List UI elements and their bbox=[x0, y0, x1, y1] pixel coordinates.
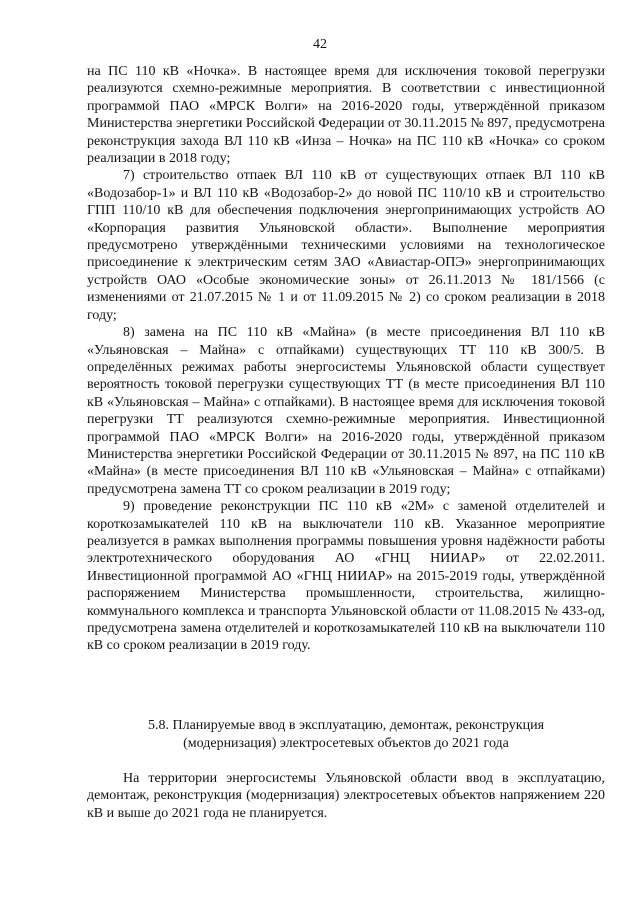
final-paragraph: На территории энергосистемы Ульяновской области ввод в эксплуатацию, демонтаж, реконструкция (модернизация) электросетевых объектов напряжением 220 кВ и выше до 2021 года не планируется. bbox=[87, 771, 605, 821]
section-heading-line-1: 5.8. Планируемые ввод в эксплуатацию, демонтаж, реконструкция bbox=[147, 718, 545, 733]
section-heading-line-2: (модернизация) электросетевых объектов до 2021 года bbox=[183, 736, 509, 751]
paragraph-item-9: 9) проведение реконструкции ПС 110 кВ «2М» с заменой отделителей и короткозамыкателей 110 кВ на выключатели 110 кВ. Указанное мероприятие реализуется в рамках выполнения программы повышения уровня надёжности работы электротехнического оборудования АО «ГНЦ НИИАР» от 22.02.2011. Инвестиционной программой АО «ГНЦ НИИАР» на 2015-2019 годы, утверждённой распоряжением Министерства промышленности, строительства, жилищно-коммунального комплекса и транспорта Ульяновской области от 11.08.2015 № 433-од, предусмотрена замена отделителей и короткозамыкателей 110 кВ на выключатели 110 кВ со сроком реализации в 2019 году. bbox=[87, 499, 605, 654]
paragraph-continuation: на ПС 110 кВ «Ночка». В настоящее время для исключения токовой перегрузки реализуются схемно-режимные мероприятия. В соответствии с инвестиционной программой ПАО «МРСК Волги» на 2016-2020 годы, утверждённой приказом Министерства энергетики Российской Федерации от 30.11.2015 № 897, предусмотрена реконструкция захода ВЛ 110 кВ «Инза – Ночка» на ПС 110 кВ «Ночка» со сроком реализации в 2018 году; bbox=[87, 64, 605, 167]
page-number: 42 bbox=[313, 37, 327, 52]
body-text bbox=[87, 63, 605, 655]
final-paragraph-block bbox=[87, 770, 605, 822]
paragraph-item-8: 8) замена на ПС 110 кВ «Майна» (в месте присоединения ВЛ 110 кВ «Ульяновская – Майна» с отпайками) существующих ТТ 110 кВ 300/5. В определённых режимах работы энергосистемы Ульяновской области существует вероятность токовой перегрузки существующих ТТ (в месте присоединения ВЛ 110 кВ «Ульяновская – Майна» с отпайками). В настоящее время для исключения токовой перегрузки ТТ реализуются схемно-режимные мероприятия. Инвестиционной программой ПАО «МРСК Волги» на 2016-2020 годы, утверждённой приказом Министерства энергетики Российской Федерации от 30.11.2015 № 897, на ПС 110 кВ «Майна» (в месте присоединения ВЛ 110 кВ «Ульяновская – Майна» с отпайками) предусмотрена замена ТТ со сроком реализации в 2019 году; bbox=[87, 325, 605, 497]
paragraph-item-7: 7) строительство отпаек ВЛ 110 кВ от существующих отпаек ВЛ 110 кВ «Водозабор-1» и ВЛ 110 кВ «Водозабор-2» до новой ПС 110/10 кВ и строительство ГПП 110/10 кВ для обеспечения подключения энергопринимающих устройств АО «Корпорация развития Ульяновской области». Выполнение мероприятия предусмотрено утверждёнными техническими условиями на технологическое присоединение к электрическим сетям ЗАО «Авиастар-ОПЭ» энергопринимающих устройств ОАО «Особые экономические зоны» от 26.11.2013 № 181/1566 (с изменениями от 21.07.2015 № 1 и от 11.09.2015 № 2) со сроком реализации в 2018 году; bbox=[87, 168, 605, 323]
section-heading bbox=[87, 717, 605, 753]
